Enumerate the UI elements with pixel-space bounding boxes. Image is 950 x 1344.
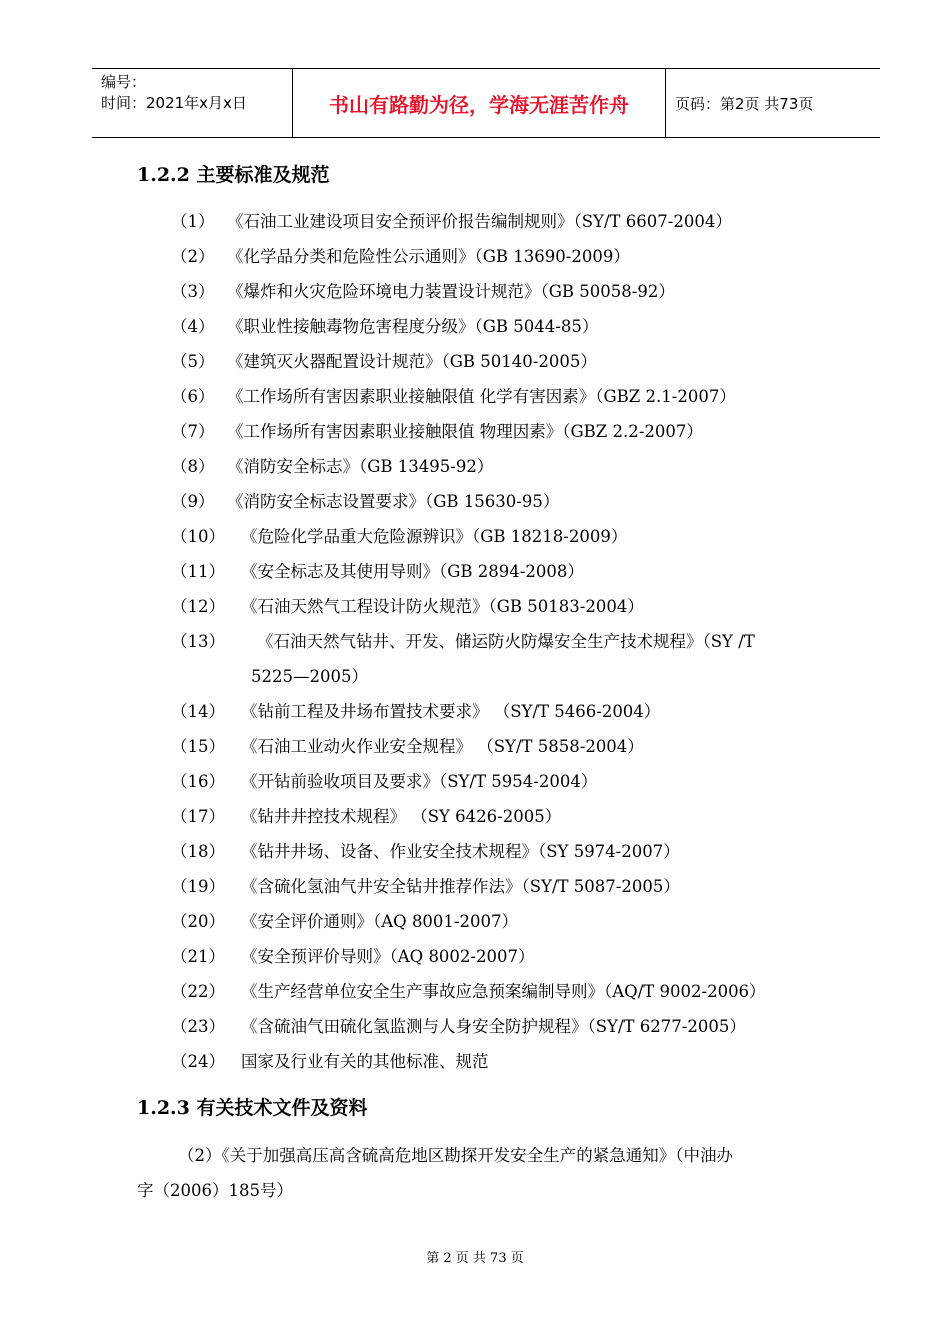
list-item-text: 《消防安全标志》（GB 13495-92）: [227, 457, 494, 476]
list-item: [171, 418, 703, 442]
list-item-number: （21）: [171, 947, 225, 966]
list-item-text: 国家及行业有关的其他标准、规范: [241, 1052, 489, 1071]
list-item: [171, 278, 675, 302]
list-item-number: （1）: [171, 212, 215, 231]
tech-doc-paragraph-line2: 字（2006）185号）: [137, 1181, 293, 1200]
section-heading-1-2-3: 1.2.3 有关技术文件及资料: [137, 1097, 368, 1119]
list-item: [171, 313, 598, 337]
list-item: [171, 628, 755, 652]
list-item: [171, 768, 597, 792]
list-item: [171, 943, 535, 967]
list-item: [171, 803, 561, 827]
list-item: [171, 698, 660, 722]
list-item-text: 《安全预评价导则》（AQ 8002-2007）: [241, 947, 535, 966]
header-motto: 书山有路勤为径，学海无涯苦作舟: [293, 69, 666, 137]
list-item-number: （18）: [171, 842, 225, 861]
list-item-number: （7）: [171, 422, 215, 441]
list-item-text: 《工作场所有害因素职业接触限值 物理因素》（GBZ 2.2-2007）: [227, 422, 703, 441]
page-footer: 第 2 页 共 73 页: [426, 1251, 524, 1266]
list-item: [171, 383, 736, 407]
list-item-number: （8）: [171, 457, 215, 476]
section-heading-1-2-2: 1.2.2 主要标准及规范: [137, 164, 330, 186]
list-item-text: 《职业性接触毒物危害程度分级》（GB 5044-85）: [227, 317, 599, 336]
list-item-text: 《石油工业动火作业安全规程》 （SY/T 5858-2004）: [241, 737, 644, 756]
list-item-number: （23）: [171, 1017, 225, 1036]
list-item: [171, 453, 493, 477]
list-item: [171, 838, 680, 862]
page-header: [92, 68, 880, 138]
list-item-text: 《石油天然气钻井、开发、储运防火防爆安全生产技术规程》（SY /T: [257, 632, 755, 651]
list-item-text: 《石油天然气工程设计防火规范》（GB 50183-2004）: [241, 597, 644, 616]
list-item-number: （17）: [171, 807, 225, 826]
list-item: [171, 243, 630, 267]
list-item-continuation: 5225—2005）: [251, 667, 368, 686]
list-item-text: 《安全评价通则》（AQ 8001-2007）: [241, 912, 518, 931]
list-item: [171, 208, 732, 232]
list-item-number: （5）: [171, 352, 215, 371]
list-item-number: （19）: [171, 877, 225, 896]
list-item-number: （3）: [171, 282, 215, 301]
list-item: [171, 733, 644, 757]
list-item-number: （12）: [171, 597, 225, 616]
list-item-number: （10）: [171, 527, 225, 546]
list-item: [171, 1048, 489, 1072]
list-item-number: （6）: [171, 387, 215, 406]
list-item-text: 《钻井井场、设备、作业安全技术规程》（SY 5974-2007）: [241, 842, 680, 861]
list-item-number: （11）: [171, 562, 225, 581]
list-item-text: 《含硫油气田硫化氢监测与人身安全防护规程》（SY/T 6277-2005）: [241, 1017, 746, 1036]
list-item-text: 《消防安全标志设置要求》（GB 15630-95）: [227, 492, 560, 511]
list-item-number: （9）: [171, 492, 215, 511]
document-time: 时间：2021年x月x日: [101, 94, 247, 112]
list-item: [171, 488, 559, 512]
list-item-number: （4）: [171, 317, 215, 336]
list-item-text: 《化学品分类和危险性公示通则》（GB 13690-2009）: [227, 247, 630, 266]
list-item-number: （14）: [171, 702, 225, 721]
list-item-text: 《生产经营单位安全生产事故应急预案编制导则》（AQ/T 9002-2006）: [241, 982, 766, 1001]
header-meta: [92, 69, 293, 137]
list-item: [171, 558, 584, 582]
list-item-number: （24）: [171, 1052, 225, 1071]
list-item: [171, 908, 518, 932]
list-item: [171, 978, 766, 1002]
list-item-text: 《钻井井控技术规程》 （SY 6426-2005）: [241, 807, 562, 826]
list-item-text: 《含硫化氢油气井安全钻井推荐作法》（SY/T 5087-2005）: [241, 877, 680, 896]
list-item-text: 《钻前工程及井场布置技术要求》 （SY/T 5466-2004）: [241, 702, 661, 721]
header-page-info: 页码：第2页 共73页: [675, 94, 814, 113]
list-item: [171, 348, 597, 372]
list-item: [171, 593, 644, 617]
list-item: [171, 873, 680, 897]
list-item-number: （16）: [171, 772, 225, 791]
list-item-number: （15）: [171, 737, 225, 756]
list-item-text: 《工作场所有害因素职业接触限值 化学有害因素》（GBZ 2.1-2007）: [227, 387, 736, 406]
list-item-number: （22）: [171, 982, 225, 1001]
list-item-number: （20）: [171, 912, 225, 931]
list-item: [171, 1013, 746, 1037]
list-item-text: 《危险化学品重大危险源辨识》（GB 18218-2009）: [241, 527, 628, 546]
tech-doc-paragraph-line1: （2）《关于加强高压高含硫高危地区勘探开发安全生产的紧急通知》（中油办: [178, 1146, 733, 1165]
list-item-text: 《石油工业建设项目安全预评价报告编制规则》（SY/T 6607-2004）: [227, 212, 732, 231]
list-item-number: （13）: [171, 632, 225, 651]
list-item-number: （2）: [171, 247, 215, 266]
document-number-label: 编号：: [101, 73, 147, 91]
list-item-text: 《建筑灭火器配置设计规范》（GB 50140-2005）: [227, 352, 597, 371]
list-item-text: 《开钻前验收项目及要求》（SY/T 5954-2004）: [241, 772, 598, 791]
list-item: [171, 523, 627, 547]
list-item-text: 《安全标志及其使用导则》（GB 2894-2008）: [241, 562, 584, 581]
list-item-text: 《爆炸和火灾危险环境电力装置设计规范》（GB 50058-92）: [227, 282, 675, 301]
